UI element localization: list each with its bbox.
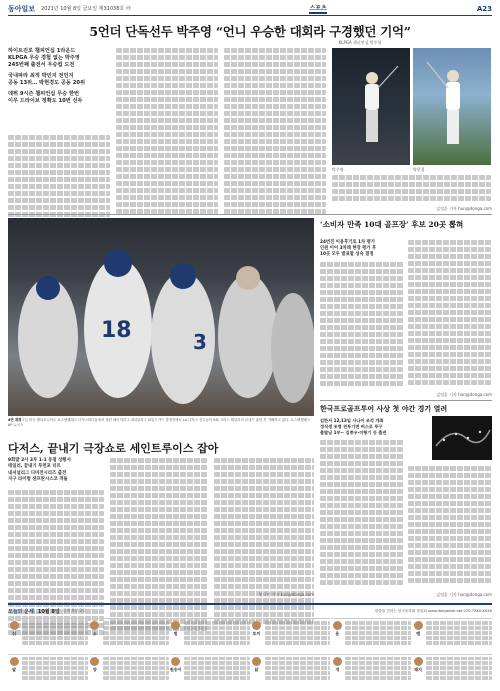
zodiac-animal-icon [8,657,20,689]
fortune-cell [170,654,250,689]
article1-headline: 5언더 단독선두 박주영 “언니 우승한 대회라 구경했던 기억” [89,24,411,39]
article4-body-col3 [214,458,314,626]
fortune-header [8,606,492,616]
lead-line: 9회말 2사 3루 1-1 동점 상황서 [8,458,71,463]
lead-line: 내셔널리그 디비전시리즈 출전 [8,470,67,476]
zodiac-animal-icon [331,621,343,653]
divider [8,214,492,215]
fortune-cell [412,618,492,653]
caption-text: 7일 미국 캘리포니아주 로스앤젤레스 다저스타디움에서 열린 메이저리그 내셔널리그 와일드카드 결정전에서 LA 다저스 선수들이 9회 크리스 테일러의 끝내기 홈런 후 기뻐하고 있다. [22,418,290,422]
fortune-cell [251,618,331,653]
zodiac-animal-label: 뱀 [416,631,421,636]
article1-lead [8,48,110,105]
article3-byline: 김정훈 기자 hun@donga.com [436,592,492,597]
caption-credit: 로스앤젤레스 AP 뉴시스 [8,418,311,427]
fortune-text [184,621,250,653]
lead-line: 245번째 출전서 우승컵 도전 [8,62,75,68]
night-course-lights [432,416,492,460]
article1-body-col2 [116,48,218,216]
zodiac-animal-label: 말 [12,666,16,672]
article2-headline: ‘소비자 만족 10대 골프장’ 후보 20곳 뽑혀 [320,220,464,229]
fortune-text [184,657,250,689]
zodiac-animal-icon [331,657,343,689]
zodiac-animal-icon [251,657,263,689]
lead-line: 김한서 12,13일 사나이 조각 개최 [320,418,384,423]
golfer-silhouette [413,48,491,165]
fortune-title: 오늘의 운세 [8,608,34,615]
zodiac-animal-label: 돼지 [414,666,423,672]
masthead: 동아일보 [8,3,36,13]
article1-kicker: KLPGA 챔피언십 박주영 [338,40,382,45]
fortune-text [103,621,169,653]
fortune-text [265,621,331,653]
lead-line: 정식생 조명 전투기면 버스로 투구 [320,424,383,429]
lead-line: 지구 라이벌 샌프란시스코 격돌 [8,477,68,483]
jersey-number: 18 [101,318,132,343]
photo-caption-2: 박현경 [413,167,425,172]
zodiac-animal-label: 닭 [254,666,259,672]
fortune-text [22,657,88,689]
sub-line: 국내파라 최적 박민지 전인지 [8,73,74,79]
lead-line: 테일러, 끝내기 투런포 터트 [8,464,61,470]
zodiac-animal-icon [170,621,182,653]
article4-byline: 황규인 기자 kini@donga.com [258,592,314,597]
article3-body-col2 [408,466,492,585]
article2-lead [320,240,404,258]
golfer-photo-2 [413,48,491,165]
fortune-text [103,657,169,689]
photo-caption-1: 박주영 [332,167,344,172]
fortune-cell [412,654,492,689]
section-label: 스포츠 [309,5,327,12]
lead-line: 출발남 1부~ 김종우·이형기 등 출전 [320,430,387,435]
fortune-top-rule [8,603,492,605]
fortune-grid [8,618,492,688]
baseball-photo [8,218,314,416]
fortune-cell [251,654,331,689]
zodiac-animal-icon [412,621,424,653]
night-golf-photo [432,416,492,460]
zodiac-animal-label: 원숭이 [169,666,182,672]
fortune-cell [8,654,88,689]
page-header [8,2,492,16]
zodiac-animal-label: 토끼 [252,631,261,636]
zodiac-animal-icon [89,621,101,653]
fortune-text [345,657,411,689]
fortune-cell [170,618,250,653]
fortune-date: 10월 8일 [37,608,60,615]
article1-byline: 김정훈 기자 hun@donga.com [436,206,492,211]
zodiac-animal-icon [170,657,182,689]
divider [320,400,492,401]
article4-headline: 다저스, 끝내기 극장쇼로 세인트루이스 잡아 [8,442,219,455]
lead-line: 인원 이어 3차례 현장 평가 후 [320,246,377,251]
article3-body-col1 [320,440,404,587]
issue-date: 2021년 10월 8일 금요일 제31038호 ㉵ [41,6,131,12]
article1-body-col3 [224,48,326,216]
zodiac-animal-label: 양 [92,666,97,672]
article2-body-col1 [320,262,404,388]
article1-body-col1 [8,135,110,226]
lead-line: 24번진 이용후기로 1차 평가 [320,240,375,245]
fortune-text [426,621,492,653]
article1-body-col4 [332,175,491,203]
jersey-number: 3 [193,330,207,354]
lead-line: 하이트진로 챔피언십 1라운드 [8,48,76,54]
golfer-photo-1 [332,48,410,165]
lead-line: 10곳 모두 발표할 성숙 결정 [320,252,374,257]
fortune-text [22,621,88,653]
baseball-photo-caption [8,418,314,427]
fortune-lunar: 음력 9월 3일 [62,608,86,613]
zodiac-animal-label: 범 [173,631,178,636]
fortune-cell [331,618,411,653]
zodiac-animal-label: 소 [92,631,97,636]
fortune-text [345,621,411,653]
zodiac-animal-icon [8,621,20,653]
sub-line: 공동 13위… 박현경도 공동 20위 [8,80,85,86]
lead-line: KLPGA 우승 경험 없는 박주영 [8,55,80,61]
fortune-text [265,657,331,689]
zodiac-animal-label: 쥐 [12,631,16,636]
zodiac-animal-icon [251,621,263,653]
sub-line: 데뷔 9시즌 챔피언십 무승 한번 [8,91,79,97]
article4-lead [8,458,104,484]
caption-label: 4연 재경 [8,418,22,422]
fortune-cell [89,618,169,653]
fortune-advertiser: 말씀을 전하는 한국동학회 정설회 www.dongahak.net 070-75XX-XXXX [374,608,492,613]
fortune-text [426,657,492,689]
zodiac-animal-label: 개 [335,666,340,672]
sub-line: 이우 드라이브 정확도 10번 선두 [8,98,83,104]
fortune-cell [331,654,411,689]
golfer-silhouette [332,48,410,165]
zodiac-animal-icon [412,657,424,689]
article2-body-col2 [408,240,492,387]
zodiac-animal-icon [89,657,101,689]
page-number: A23 [476,4,492,13]
fortune-cell [8,618,88,653]
article2-byline: 김정훈 기자 hun@donga.com [436,392,492,397]
article3-lead [320,418,428,436]
zodiac-animal-label: 용 [335,631,340,636]
fortune-cell [89,654,169,689]
players-celebration [8,218,314,416]
article3-headline: 한국프로골프투어 사상 첫 야간 경기 열려 [320,404,448,413]
